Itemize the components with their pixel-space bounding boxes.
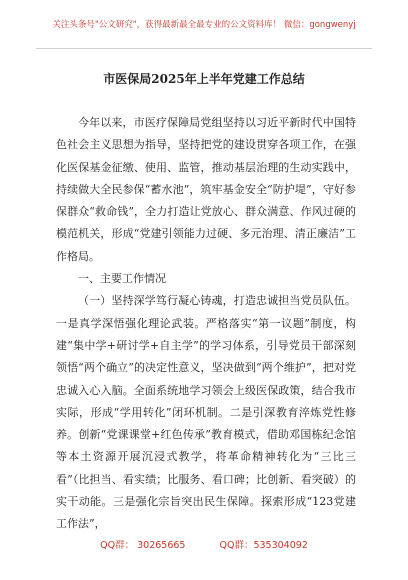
section-heading: 一、主要工作情况 [78,272,166,286]
intro-paragraph: 今年以来，市医疗保障局党组坚持以习近平新时代中国特色社会主义思想为指导，坚持把党的建设贯穿各项工作，在强化医保基金征缴、使用、监管，推动基层治理的生动实践中，持续做大全民参保“蓄水池”，筑牢基金安全“防护堤”，守好参保群众“救命钱”，全力打造让党放心、群众满意、作风过硬的模范机关，形成“党建引领能力过硬、多元治理、清正廉洁”工作格局。 [56,116,356,263]
header-notice: 关注头条号"公文研究"，获得最新最全最专业的公文资料库！ 微信：gongwenyj [52,20,356,30]
footer [0,537,408,551]
qq-group-1: QQ群： 30265665 [100,540,186,551]
document-title: 市医保局2025年上半年党建工作总结 [103,72,305,86]
document-body [56,112,356,536]
header-divider [36,48,372,49]
section-paragraph: （一）坚持深学笃行凝心铸魂，打造忠诚担当党员队伍。一是真学深悟强化理论武装。严格落实“第一议题”制度，构建“集中学+研讨学+自主学”的学习体系，引导党员干部深刻领悟“两个确立”的决定性意义，坚决做到“两个维护”，把对党忠诚入心入脑。全面系统地学习领会上级医保政策，结合我市实际，形成“学用转化”闭环机制。二是引深教育淬炼党性修养。创新“党课课堂+红色传承”教育模式，借助邓国栋纪念馆等本土资源开展沉浸式教学，将革命精神转化为“三比三看”（比担当、看实绩；比服务、看口碑；比创新、看突破）的实干动能。三是强化宗旨突出民生保障。探索形成“123党建工作法”， [56,294,356,531]
qq-group-2: QQ群：535304092 [219,540,308,551]
